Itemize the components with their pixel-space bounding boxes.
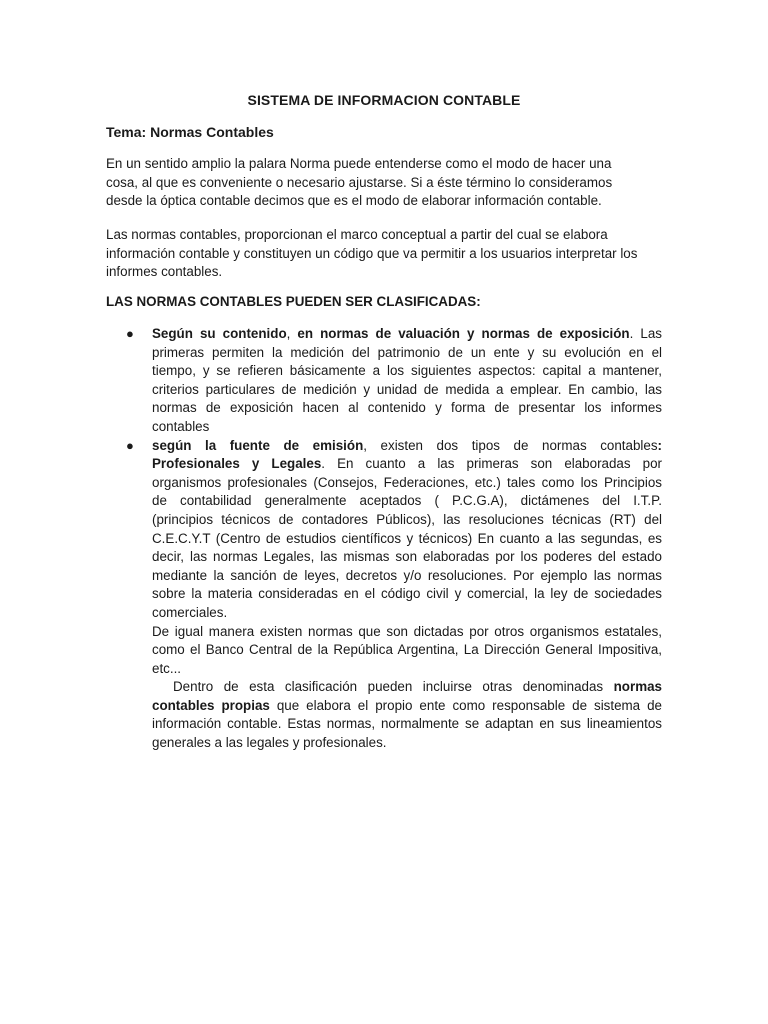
paragraph-line: En un sentido amplio la palara Norma puede entenderse como el modo de hacer una xyxy=(106,156,612,171)
item-line: sobre la materia consideradas en el código civil y comercial, la ley de sociedades xyxy=(152,586,662,602)
bold-term: según la fuente de emisión xyxy=(152,437,364,453)
paragraph-line: información contable y constituyen un código que va permitir a los usuarios interpretar los xyxy=(106,245,638,261)
text-fragment: Dentro de esta clasificación pueden incluirse otras denominadas xyxy=(152,679,614,695)
paragraph-line: cosa, al que es conveniente o necesario ajustarse. Si a éste término lo consideramos xyxy=(106,174,613,190)
definition-paragraph xyxy=(106,226,662,282)
list-item xyxy=(106,437,662,753)
list-item xyxy=(106,325,662,437)
text-fragment: , existen dos tipos de normas contables xyxy=(363,437,658,453)
item-line: etc... xyxy=(152,660,182,676)
bullet-icon: ● xyxy=(126,437,134,453)
classification-heading: LAS NORMAS CONTABLES PUEDEN SER CLASIFICADAS: xyxy=(106,294,481,309)
paragraph-line: informes contables. xyxy=(106,264,223,280)
item-line: de contabilidad generalmente aceptados ( P.C.G.A), dictámenes del I.T.P. xyxy=(152,493,662,509)
item-line xyxy=(152,325,662,344)
item-line: C.E.C.Y.T (Centro de estudios científicos y técnicos) En cuanto a las segundas, es xyxy=(152,530,662,546)
item-line xyxy=(152,678,662,697)
paragraph-line: Las normas contables, proporcionan el marco conceptual a partir del cual se elabora xyxy=(106,227,608,242)
item-line: generales a las legales y profesionales. xyxy=(152,735,387,751)
topic-heading: Tema: Normas Contables xyxy=(106,124,274,140)
item-line: como el Banco Central de la República Argentina, La Dirección General Impositiva, xyxy=(152,642,662,658)
intro-paragraph xyxy=(106,155,662,211)
bold-term: contables propias xyxy=(152,697,270,713)
item-line xyxy=(152,437,662,456)
document-title: SISTEMA DE INFORMACION CONTABLE xyxy=(247,92,521,108)
classification-list xyxy=(106,325,662,753)
item-line: (principios técnicos de contadores Públicos), las resoluciones técnicas (RT) del xyxy=(152,511,662,527)
item-line: mediante la sanción de leyes, decretos y/o resoluciones. Por ejemplo las normas xyxy=(152,567,662,583)
bold-term: Profesionales y Legales xyxy=(152,456,322,472)
text-fragment: . Las xyxy=(629,326,662,341)
item-line: información contable. Estas normas, normalmente se adaptan en sus lineamientos xyxy=(152,716,662,732)
item-line: decir, las normas Legales, las mismas son elaboradas por los poderes del estado xyxy=(152,549,662,565)
item-line: comerciales. xyxy=(152,604,228,620)
item-line: contables xyxy=(152,418,210,434)
text-fragment: . En cuanto a las primeras son elaboradas por xyxy=(321,456,663,472)
item-line: criterios particulares de medición y unidad de medida a emplear. En cambio, las xyxy=(152,381,662,397)
text-fragment: , xyxy=(286,326,298,341)
item-line: primeras permiten la medición del patrimonio de un ente y su evolución en el xyxy=(152,344,662,360)
paragraph-line: desde la óptica contable decimos que es el modo de elaborar información contable. xyxy=(106,193,602,209)
item-line xyxy=(152,455,662,474)
item-line: organismos profesionales (Consejos, Federaciones, etc.) tales como los Principios xyxy=(152,474,662,490)
bold-term: Según su contenido xyxy=(152,326,287,341)
bold-term: en normas de valuación y normas de exposición xyxy=(297,326,630,341)
bullet-icon: ● xyxy=(126,326,134,341)
text-fragment: que elabora el propio ente como responsable de sistema de xyxy=(269,697,663,713)
bold-colon: : xyxy=(657,437,662,453)
item-line xyxy=(152,697,662,716)
item-line: De igual manera existen normas que son dictadas por otros organismos estatales, xyxy=(152,623,662,639)
bold-term: normas xyxy=(613,679,662,695)
item-line: tiempo, y se refieren básicamente a los siguientes aspectos: capital a mantener, xyxy=(152,363,662,379)
item-line: normas de exposición hacen al contenido y forma de presentar los informes xyxy=(152,400,662,416)
